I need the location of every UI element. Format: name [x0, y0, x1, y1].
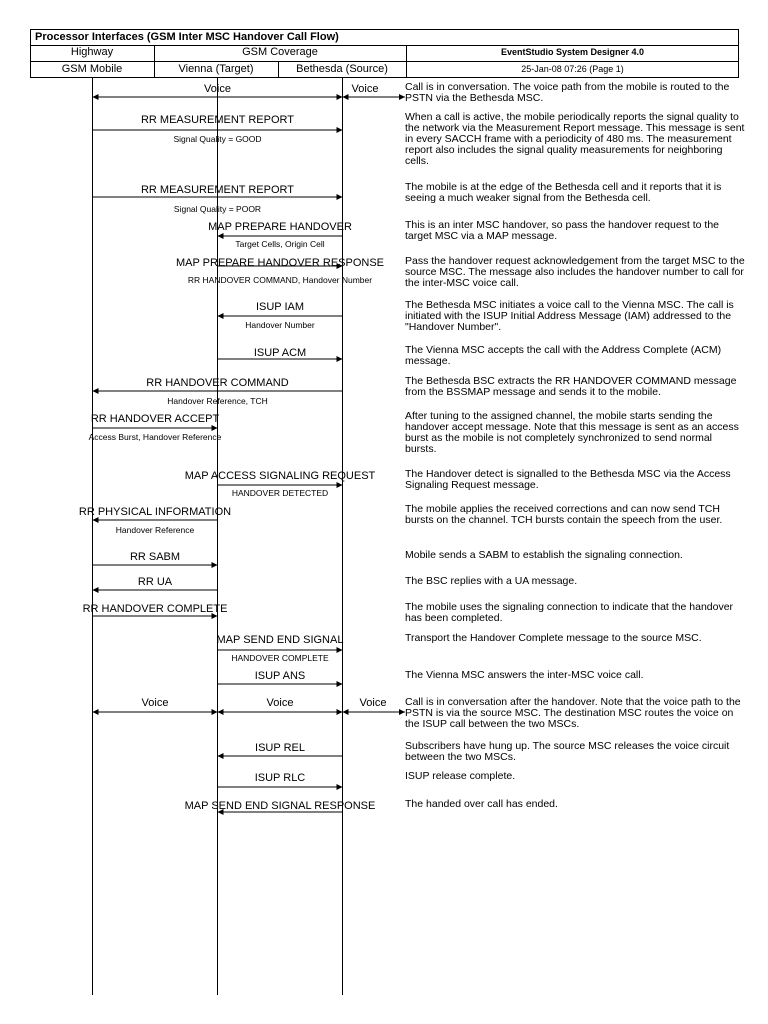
message-label-voice: Voice [141, 697, 169, 709]
description-map-prepare-handover-response: Pass the handover request acknowledgement from the target MSC to the source MSC. The message also includes the handover number to call for the inter-MSC voice call. [405, 255, 745, 289]
message-param-map-prepare-handover-response: RR HANDOVER COMMAND, Handover Number [187, 275, 373, 285]
message-label-rr-handover-accept: RR HANDOVER ACCEPT [90, 413, 220, 425]
message-label-rr-sabm: RR SABM [129, 551, 181, 563]
description-map-send-end-signal: Transport the Handover Complete message to the source MSC. [405, 632, 702, 644]
message-label-isup-acm: ISUP ACM [253, 347, 307, 359]
entity-gsm-mobile: GSM Mobile [61, 63, 123, 75]
message-label-map-send-end-signal: MAP SEND END SIGNAL [216, 634, 344, 646]
entity-vienna: Vienna (Target) [178, 63, 254, 75]
message-label-rr-measurement-report: RR MEASUREMENT REPORT [140, 114, 295, 126]
message-label-voice: Voice [204, 83, 231, 95]
page-date: 25-Jan-08 07:26 (Page 1) [521, 64, 624, 74]
group-highway: Highway [70, 46, 114, 58]
description-isup-iam: The Bethesda MSC initiates a voice call to the Vienna MSC. The call is initiated with the ISUP Initial Address Message (IAM) addressed to the "Handover Number". [405, 299, 734, 333]
header-grid [30, 30, 739, 79]
lifelines [90, 78, 343, 995]
message-label-rr-measurement-report: RR MEASUREMENT REPORT [140, 184, 295, 196]
description-rr-handover-command: The Bethesda BSC extracts the RR HANDOVER COMMAND message from the BSSMAP message and sends it to the mobile. [405, 375, 737, 398]
description-voice: Call is in conversation after the handover. Note that the voice path to the PSTN is via the source MSC. The destination MSC routes the voice on the ISUP call between the two MSCs. [405, 696, 741, 730]
message-param-map-prepare-handover: Target Cells, Origin Cell [235, 239, 325, 249]
description-isup-acm: The Vienna MSC accepts the call with the Address Complete (ACM) message. [405, 344, 722, 367]
description-map-prepare-handover: This is an inter MSC handover, so pass the handover request to the target MSC via a MAP message. [405, 219, 720, 242]
message-label-isup-ans: ISUP ANS [254, 670, 306, 682]
message-labels [79, 83, 387, 812]
description-map-access-signaling-request: The Handover detect is signalled to the Bethesda MSC via the Access Signaling Request message. [405, 468, 731, 491]
message-label-map-prepare-handover: MAP PREPARE HANDOVER [208, 221, 352, 233]
description-rr-handover-complete: The mobile uses the signaling connection to indicate that the handover has been completed. [405, 601, 734, 624]
description-rr-sabm: Mobile sends a SABM to establish the signaling connection. [405, 549, 683, 561]
description-map-send-end-signal-response: The handed over call has ended. [405, 798, 558, 810]
message-label-isup-rlc: ISUP RLC [254, 772, 306, 784]
message-label-rr-handover-complete: RR HANDOVER COMPLETE [82, 603, 228, 615]
message-param-rr-physical-information: Handover Reference [115, 525, 195, 535]
message-label-voice-2: Voice [351, 83, 379, 95]
description-rr-measurement-report: The mobile is at the edge of the Bethesda cell and it reports that it is seeing a much weaker signal from the Bethesda cell. [405, 181, 722, 204]
description-rr-measurement-report: When a call is active, the mobile periodically reports the signal quality to the network via the Measurement Report message. This message is sent in every SACCH frame with a periodicity of 480 ms. The measurement report also includes the signal quality measurements for neighboring cells. [405, 111, 745, 167]
message-param-rr-measurement-report: Signal Quality = GOOD [173, 134, 262, 144]
message-param-map-send-end-signal: HANDOVER COMPLETE [231, 653, 329, 663]
message-label-isup-iam: ISUP IAM [255, 301, 305, 313]
message-param-isup-iam: Handover Number [245, 320, 315, 330]
description-rr-ua: The BSC replies with a UA message. [405, 575, 578, 587]
message-param-rr-measurement-report: Signal Quality = POOR [173, 204, 262, 214]
message-label-map-prepare-handover-response: MAP PREPARE HANDOVER RESPONSE [175, 257, 385, 269]
message-label-voice-3: Voice [359, 697, 387, 709]
message-label-rr-ua: RR UA [137, 576, 173, 588]
message-label-rr-physical-information: RR PHYSICAL INFORMATION [78, 506, 232, 518]
message-label-map-send-end-signal-response: MAP SEND END SIGNAL RESPONSE [184, 800, 376, 812]
diagram-title: Processor Interfaces (GSM Inter MSC Handover Call Flow) [35, 31, 339, 43]
description-rr-physical-information: The mobile applies the received corrections and can now send TCH bursts on the channel. TCH bursts contain the speech from the user. [405, 503, 723, 526]
description-isup-rel: Subscribers have hung up. The source MSC releases the voice circuit between the two MSCs. [405, 740, 730, 763]
message-param-map-access-signaling-request: HANDOVER DETECTED [231, 488, 329, 498]
entity-bethesda: Bethesda (Source) [296, 63, 388, 75]
description-voice: Call is in conversation. The voice path from the mobile is routed to the PSTN via the Bethesda MSC. [405, 81, 730, 104]
group-gsm-coverage: GSM Coverage [242, 46, 318, 58]
message-label-map-access-signaling-request: MAP ACCESS SIGNALING REQUEST [184, 470, 376, 482]
product-name: EventStudio System Designer 4.0 [500, 47, 645, 57]
message-label-voice-2: Voice [266, 697, 294, 709]
description-rr-handover-accept: After tuning to the assigned channel, the mobile starts sending the handover accept message. Note that this message is sent as an access burst as the mobile is not completely synchronized to send normal bursts. [405, 410, 739, 455]
message-label-rr-handover-command: RR HANDOVER COMMAND [146, 377, 289, 389]
message-param-rr-handover-accept: Access Burst, Handover Reference [88, 432, 222, 442]
description-isup-rlc: ISUP release complete. [405, 770, 516, 782]
description-isup-ans: The Vienna MSC answers the inter-MSC voice call. [405, 669, 644, 681]
message-param-rr-handover-command: Handover Reference, TCH [167, 396, 268, 406]
message-label-isup-rel: ISUP REL [255, 742, 305, 754]
